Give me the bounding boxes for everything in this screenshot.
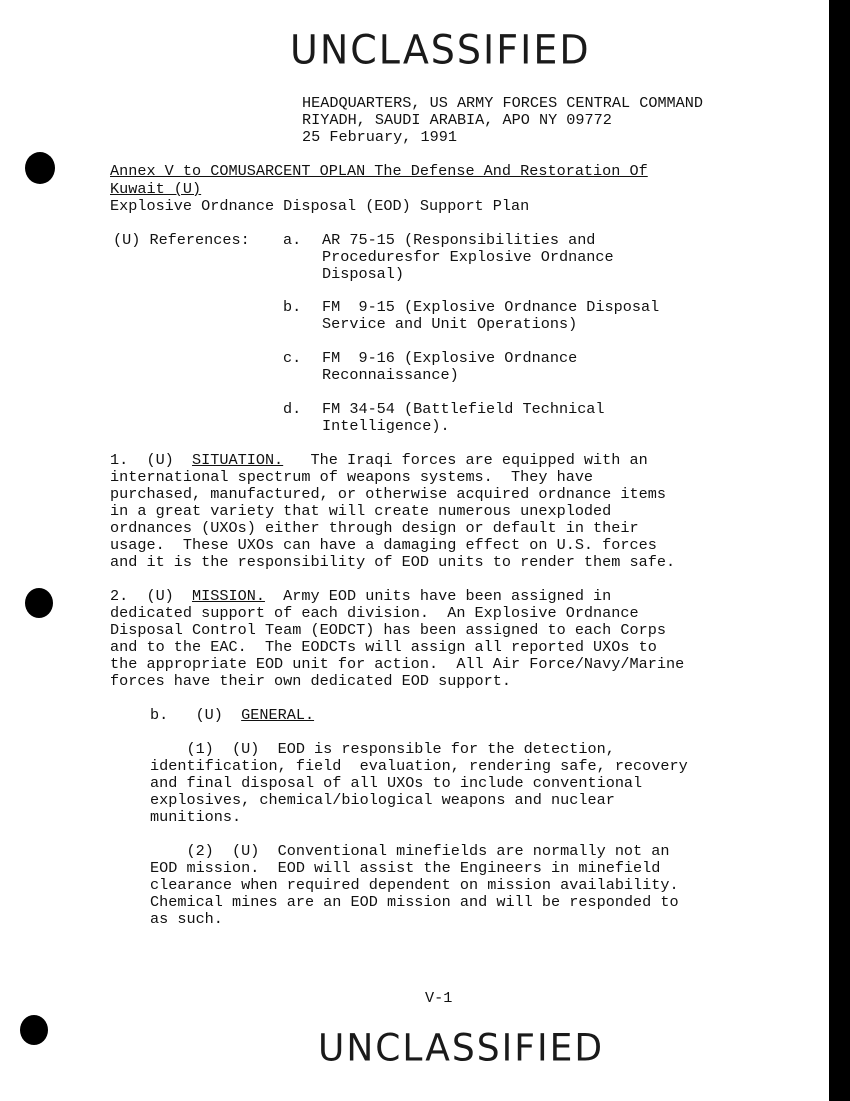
- references-label: (U) References:: [113, 231, 250, 249]
- header-date: 25 February, 1991: [302, 128, 457, 146]
- classification-stamp-top: UNCLASSIFIED: [290, 26, 591, 74]
- reference-a-letter: a.: [283, 231, 302, 249]
- scan-page-edge: [829, 0, 850, 1101]
- situation-line: usage. These UXOs can have a damaging effect on U.S. forces: [110, 536, 657, 554]
- mission-heading: MISSION.: [192, 587, 265, 605]
- situation-heading: SITUATION.: [192, 451, 284, 469]
- document-subtitle: Explosive Ordnance Disposal (EOD) Support Plan: [110, 197, 530, 215]
- reference-b-line: Service and Unit Operations): [322, 315, 578, 333]
- reference-a-line: AR 75-15 (Responsibilities and: [322, 231, 596, 249]
- mission-text: Army EOD units have been assigned in: [264, 587, 612, 605]
- situation-line: purchased, manufactured, or otherwise acquired ordnance items: [110, 485, 666, 503]
- situation-line: in a great variety that will create numerous unexploded: [110, 502, 612, 520]
- mission-line: forces have their own dedicated EOD support.: [110, 672, 512, 690]
- reference-d-letter: d.: [283, 400, 302, 418]
- general-para1-line: and final disposal of all UXOs to include conventional: [150, 774, 643, 792]
- reference-d-line: FM 34-54 (Battlefield Technical: [322, 400, 605, 418]
- mission-first-line: [110, 588, 611, 605]
- situation-line: international spectrum of weapons systems. They have: [110, 468, 594, 486]
- general-para1-line: explosives, chemical/biological weapons and nuclear: [150, 791, 615, 809]
- reference-b-line: FM 9-15 (Explosive Ordnance Disposal: [322, 298, 660, 316]
- mission-line: dedicated support of each division. An Explosive Ordnance: [110, 604, 639, 622]
- reference-a-line: Proceduresfor Explosive Ordnance: [322, 248, 614, 266]
- annex-title-line-1: Annex V to COMUSARCENT OPLAN The Defense And Restoration Of: [110, 162, 648, 180]
- reference-d-line: Intelligence).: [322, 417, 450, 435]
- mission-line: Disposal Control Team (EODCT) has been assigned to each Corps: [110, 621, 666, 639]
- situation-line: and it is the responsibility of EOD units to render them safe.: [110, 553, 676, 571]
- mission-line: the appropriate EOD unit for action. All Air Force/Navy/Marine: [110, 655, 685, 673]
- punch-hole-middle: [25, 588, 53, 618]
- situation-first-line: [110, 452, 648, 469]
- annex-title-line-2: Kuwait (U): [110, 180, 202, 198]
- reference-c-line: Reconnaissance): [322, 366, 459, 384]
- general-para1-line: (1) (U) EOD is responsible for the detection,: [150, 740, 615, 758]
- general-para2-line: Chemical mines are an EOD mission and will be responded to: [150, 893, 679, 911]
- reference-c-line: FM 9-16 (Explosive Ordnance: [322, 349, 578, 367]
- page-number: V-1: [425, 989, 453, 1007]
- punch-hole-bottom: [20, 1015, 48, 1045]
- general-heading-line: [150, 707, 314, 724]
- mission-line: and to the EAC. The EODCTs will assign all reported UXOs to: [110, 638, 657, 656]
- classification-stamp-bottom: UNCLASSIFIED: [318, 1026, 605, 1071]
- situation-prefix: 1. (U): [110, 451, 193, 469]
- general-para2-line: (2) (U) Conventional minefields are normally not an: [150, 842, 670, 860]
- general-para2-line: as such.: [150, 910, 223, 928]
- general-heading: GENERAL.: [241, 706, 315, 724]
- general-para2-line: EOD mission. EOD will assist the Engineers in minefield: [150, 859, 661, 877]
- reference-a-line: Disposal): [322, 265, 405, 283]
- mission-prefix: 2. (U): [110, 587, 193, 605]
- general-para2-line: clearance when required dependent on mission availability.: [150, 876, 679, 894]
- reference-b-letter: b.: [283, 298, 302, 316]
- general-prefix: b. (U): [150, 706, 242, 724]
- situation-line: ordnances (UXOs) either through design or default in their: [110, 519, 639, 537]
- situation-text: The Iraqi forces are equipped with an: [283, 451, 648, 469]
- reference-c-letter: c.: [283, 349, 302, 367]
- general-para1-line: identification, field evaluation, rendering safe, recovery: [150, 757, 688, 775]
- header-line-2: RIYADH, SAUDI ARABIA, APO NY 09772: [302, 111, 612, 129]
- header-line-1: HEADQUARTERS, US ARMY FORCES CENTRAL COMMAND: [302, 94, 704, 112]
- general-para1-line: munitions.: [150, 808, 242, 826]
- punch-hole-top: [25, 152, 55, 184]
